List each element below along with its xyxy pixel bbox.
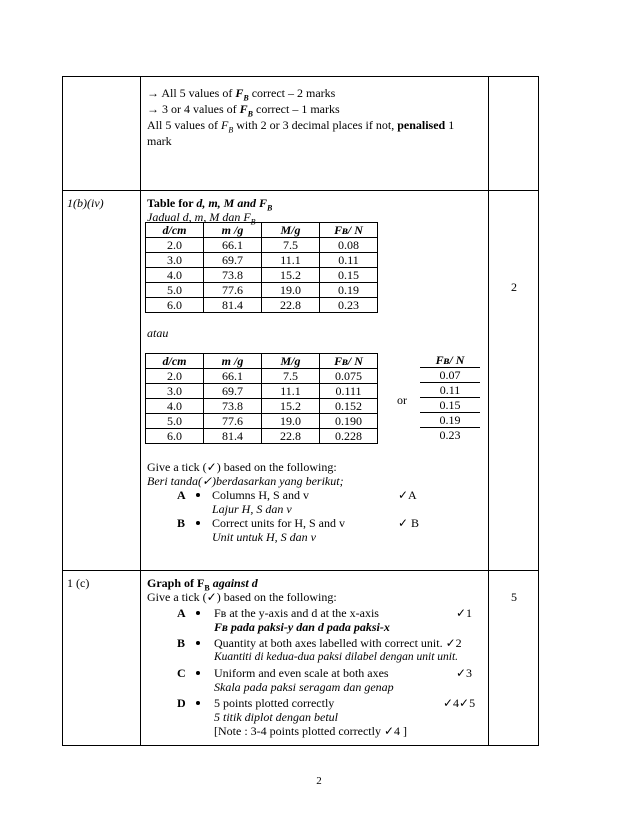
table-row: 5.0 77.6 19.0 0.190 [146, 414, 378, 429]
bullet-icon [196, 641, 200, 645]
item-text: 5 points plotted correctly [214, 696, 335, 710]
item-letter-B: B [177, 636, 186, 650]
bullet-icon [196, 521, 200, 525]
row-divider-2 [62, 570, 539, 571]
check-icon: ✓1 [456, 606, 473, 620]
header-m: m /g [204, 354, 262, 369]
tick-instruction: Give a tick (✓) based on the following: [147, 460, 337, 474]
item-text-ms: Skala pada paksi seragam dan genap [214, 680, 394, 694]
item-text-ms: Fʙ pada paksi-y dan d pada paksi-x [214, 620, 390, 634]
header-m: m /g [204, 223, 262, 238]
item-letter-B: B [177, 516, 186, 530]
table-row: 0.19 [420, 413, 480, 428]
table-row: 0.07 [420, 368, 480, 383]
criteria-line-2: → 3 or 4 values of $F_B$ correct – 1 marks [147, 102, 340, 119]
item-text: Correct units for H, S and v [212, 516, 345, 530]
arrow-icon: → [147, 102, 159, 116]
row-divider-1 [62, 190, 539, 191]
item-letter-C: C [177, 666, 186, 680]
header-d: d/cm [146, 354, 204, 369]
column-divider-number [140, 76, 141, 746]
question-number-b: 1(b)(iv) [67, 196, 104, 210]
item-text: Uniform and even scale at both axes [214, 666, 389, 680]
table-row: 0.15 [420, 398, 480, 413]
table-row: 4.0 73.8 15.2 0.15 [146, 268, 378, 283]
criteria-line-3: All 5 values of $F_B$ with 2 or 3 decimal places if not, penalised 1 [147, 118, 455, 135]
bullet-icon [196, 611, 200, 615]
table-row: 4.0 73.8 15.2 0.152 [146, 399, 378, 414]
graph-title: Graph of $F_B$ against d [147, 576, 258, 593]
note-text: [Note : 3-4 points plotted correctly ✓4 ] [214, 724, 408, 738]
item-text: Fʙ at the y-axis and d at the x-axis [214, 606, 379, 620]
item-letter-D: D [177, 696, 186, 710]
column-divider-marks [488, 76, 489, 746]
data-table-3dp [145, 353, 378, 444]
table-title: Table for d, m, M and $F_B$ [147, 196, 273, 213]
criteria-line-1: → All 5 values of $F_B$ correct – 2 marks [147, 86, 336, 103]
question-number-c: 1 (c) [67, 576, 90, 590]
table-row: 0.23 [439, 428, 461, 442]
marks-c: 5 [511, 590, 517, 604]
table-row: 2.0 66.1 7.5 0.08 [146, 238, 378, 253]
item-text-ms: Unit untuk H, S dan v [212, 530, 316, 544]
marks-b: 2 [511, 280, 517, 294]
header-fb: Fʙ/ N [320, 223, 378, 238]
table-row: 2.0 66.1 7.5 0.075 [146, 369, 378, 384]
check-icon: ✓ B [398, 516, 420, 530]
header-fb: Fʙ/ N [420, 353, 480, 368]
item-letter-A: A [177, 488, 186, 502]
criteria-line-4: mark [147, 134, 172, 148]
atau-label: atau [147, 326, 169, 340]
item-text-ms: Kuantiti di kedua-dua paksi dilabel dengan unit unit. [214, 651, 459, 663]
header-M: M/g [262, 223, 320, 238]
check-icon: ✓3 [456, 666, 473, 680]
tick-instruction: Give a tick (✓) based on the following: [147, 590, 337, 604]
table-row: 6.0 81.4 22.8 0.23 [146, 298, 378, 313]
check-icon: ✓A [398, 488, 417, 502]
table-row: 5.0 77.6 19.0 0.19 [146, 283, 378, 298]
table-header-row [146, 354, 378, 369]
table-row: 3.0 69.7 11.1 0.11 [146, 253, 378, 268]
fb-rounded-table [420, 353, 480, 442]
data-table-2dp [145, 222, 378, 313]
item-letter-A: A [177, 606, 186, 620]
item-text-ms: Lajur H, S dan v [212, 502, 292, 516]
page-number: 2 [316, 775, 322, 787]
item-text-ms: 5 titik diplot dengan betul [214, 710, 338, 724]
arrow-icon: → [147, 86, 159, 100]
bullet-icon [196, 701, 200, 705]
or-label: or [397, 393, 407, 407]
header-d: d/cm [146, 223, 204, 238]
table-subtitle: Jadual d, m, M dan $F_B$ [147, 210, 256, 227]
bullet-icon [196, 493, 200, 497]
check-icon: ✓4✓5 [443, 696, 476, 710]
table-row: 0.11 [420, 383, 480, 398]
table-row: 6.0 81.4 22.8 0.228 [146, 429, 378, 444]
item-text: Quantity at both axes labelled with correct unit. ✓2 [214, 636, 462, 650]
tick-instruction-ms: Beri tanda(✓)berdasarkan yang berikut; [147, 474, 344, 488]
item-text: Columns H, S and v [212, 488, 310, 502]
table-row: 3.0 69.7 11.1 0.111 [146, 384, 378, 399]
header-M: M/g [262, 354, 320, 369]
header-fb: Fʙ/ N [320, 354, 378, 369]
table-header-row [146, 223, 378, 238]
bullet-icon [196, 671, 200, 675]
